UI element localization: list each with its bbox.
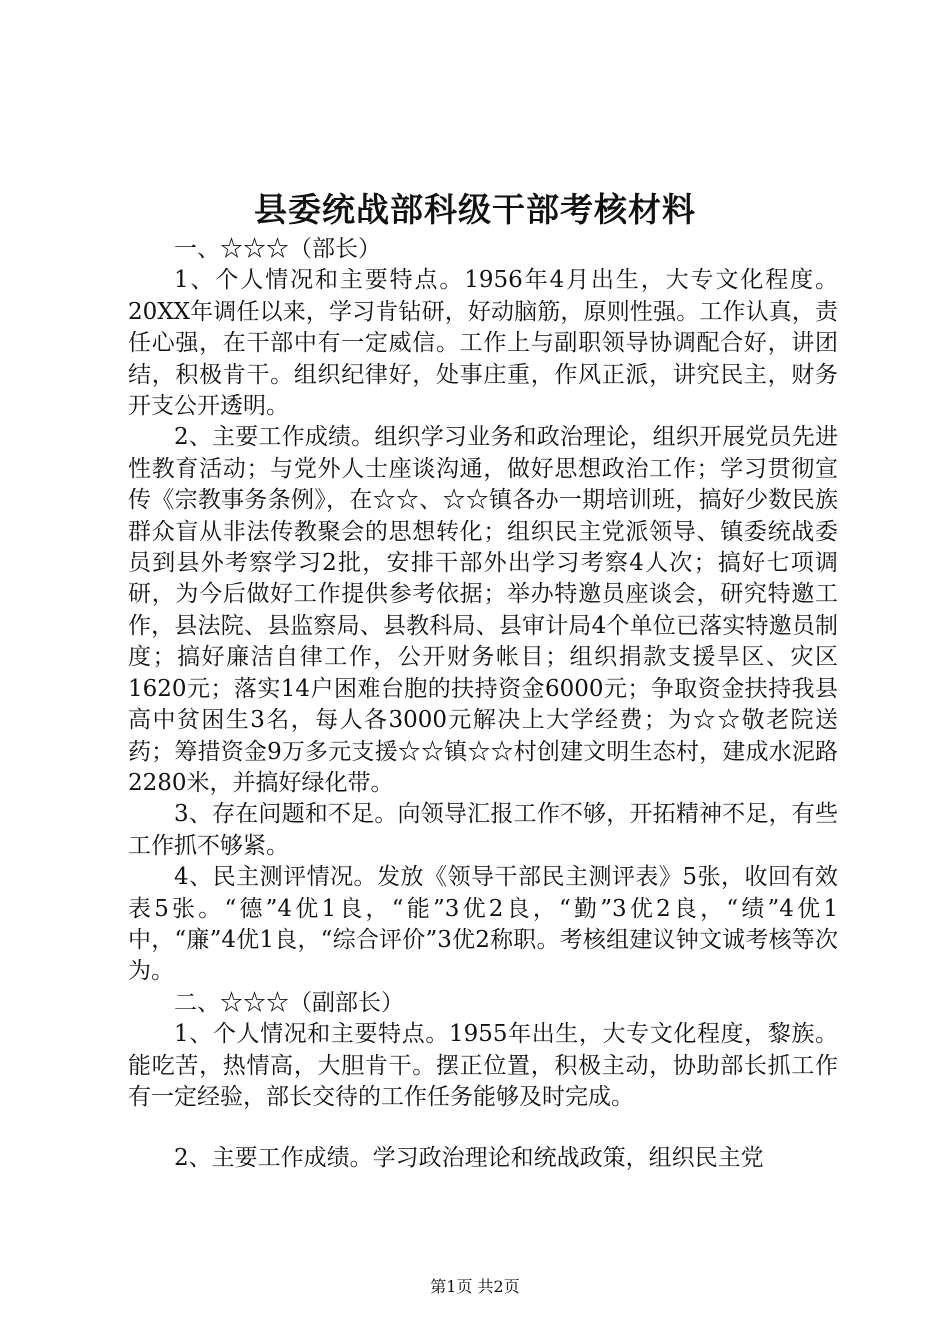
page-footer: 第1页 共2页 (430, 1277, 520, 1296)
document-title: 县委统战部科级干部考核材料 (254, 190, 696, 229)
section-heading-1: 一、☆☆☆（部长） (174, 236, 381, 262)
paragraph-achievements-1: 2、主要工作成绩。组织学习业务和政治理论，组织开展党员先进性教育活动；与党外人士座谈沟通，做好思想政治工作；学习贯彻宣传《宗教事务条例》，在☆☆、☆☆镇各办一期培训班，搞好少数民族群众盲从非法传教聚会的思想转化；组织民主党派领导、镇委统战委员到县外考察学习2批，安排干部外出学习考察4人次；搞好七项调研，为今后做好工作提供参考依据；举办特邀员座谈会，研究特邀工作，县法院、县监察局、县教科局、县审计局4个单位已落实特邀员制度；搞好廉洁自律工作，公开财务帐目；组织捐款支援旱区、灾区1620元；落实14户困难台胞的扶持资金6000元；争取资金扶持我县高中贫困生3名，每人各3000元解决上大学经费；为☆☆敬老院送药；筹措资金9万多元支援☆☆镇☆☆村创建文明生态村，建成水泥路2280米，并搞好绿化带。 (128, 424, 838, 796)
document-body (128, 234, 838, 1175)
paragraph-achievements-2: 2、主要工作成绩。学习政治理论和统战政策，组织民主党 (174, 1145, 764, 1172)
paragraph-evaluation-1: 4、民主测评情况。发放《领导干部民主测评表》5张，收回有效表5张。“德”4优1良，“能”3优2良，“勤”3优2良，“绩”4优1中，“廉”4优1良，“综合评价”3优2称职。考核组建议钟文诚考核等次为。 (128, 864, 838, 985)
section-heading-2: 二、☆☆☆（副部长） (174, 989, 404, 1016)
paragraph-problems-1: 3、存在问题和不足。向领导汇报工作不够，开拓精神不足，有些工作抓不够紧。 (128, 801, 838, 859)
paragraph-personal-info-2: 1、个人情况和主要特点。1955年出生，大专文化程度，黎族。能吃苦，热情高，大胆肯干。摆正位置，积极主动，协助部长抓工作有一定经验，部长交待的工作任务能够及时完成。 (128, 1021, 838, 1110)
paragraph-personal-info-1: 1、个人情况和主要特点。1956年4月出生，大专文化程度。20XX年调任以来，学习肯钻研，好动脑筋，原则性强。工作认真，责任心强，在干部中有一定威信。工作上与副职领导协调配合好，讲团结，积极肯干。组织纪律好，处事庄重，作风正派，讲究民主，财务开支公开透明。 (128, 267, 838, 420)
